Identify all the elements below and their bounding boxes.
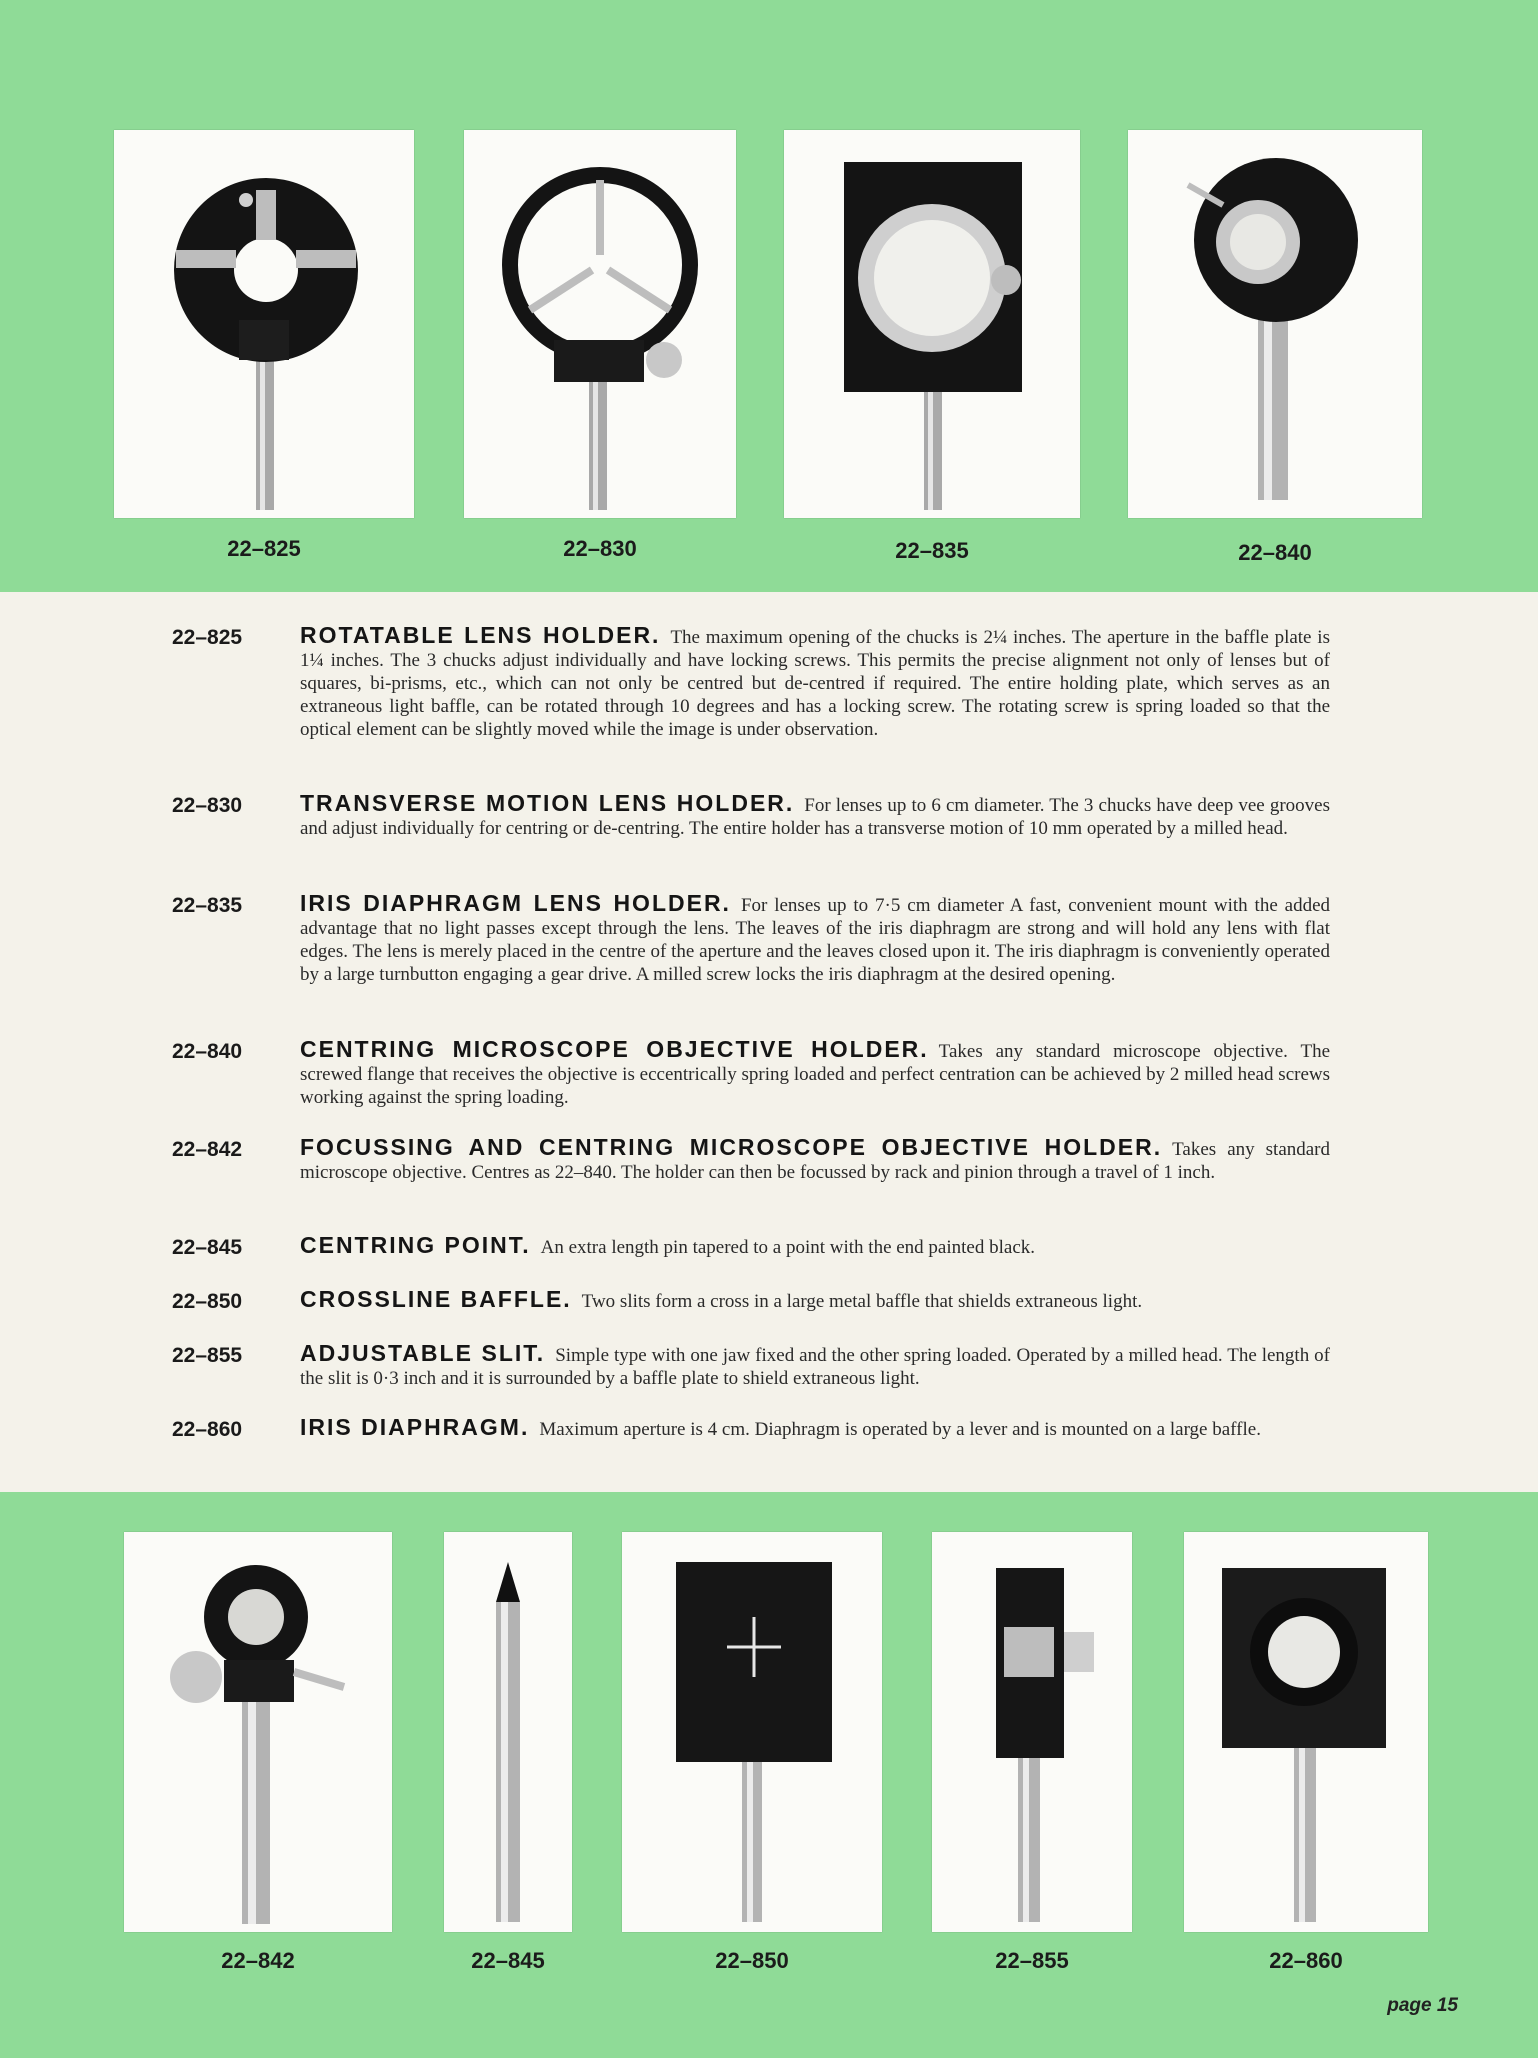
- crossline-baffle-icon: [622, 1532, 882, 1932]
- caption-22-830: 22–830: [563, 536, 637, 561]
- entry-text: [300, 1234, 1330, 1259]
- rotatable-lens-holder-icon: [114, 130, 414, 518]
- caption-22-860: 22–860: [1269, 1948, 1343, 1973]
- caption-22-840: 22–840: [1238, 540, 1312, 565]
- entry-code: 22–840: [172, 1040, 243, 1063]
- transverse-lens-holder-icon: [464, 130, 736, 518]
- entry-text: [300, 892, 1330, 986]
- entry-body: For lenses up to 7·5 cm diameter A fast, convenient mount with the added advantage that no light passes except through the lens. The leaves of the iris diaphragm are strong and will hold any lens with flat edges. The lens is merely placed in the centre of the aperture and the leaves closed upon it. The iris diaphragm is conveniently operated by a large turnbutton engaging a gear drive. A milled screw locks the iris diaphragm at the desired opening.: [300, 895, 1331, 985]
- entry-body: An extra length pin tapered to a point with the end painted black.: [540, 1237, 1036, 1258]
- entry-code: 22–850: [172, 1290, 243, 1313]
- entry-title: ADJUSTABLE SLIT.: [300, 1340, 546, 1366]
- entry-code: 22–855: [172, 1344, 243, 1367]
- photo-22-830: [464, 130, 736, 518]
- entry-title: TRANSVERSE MOTION LENS HOLDER.: [300, 790, 795, 816]
- entry-body: Takes any standard microscope objective. The screwed flange that receives the objective is eccentrically spring loaded and perfect centration can be achieved by 2 milled head screws working against the spring loading.: [300, 1041, 1330, 1108]
- entry-code: 22–825: [172, 626, 243, 649]
- photo-22-825: [114, 130, 414, 518]
- entry-title: IRIS DIAPHRAGM LENS HOLDER.: [300, 890, 731, 916]
- photo-22-850: [622, 1532, 882, 1932]
- caption-22-855: 22–855: [995, 1948, 1069, 1973]
- entry-body: Two slits form a cross in a large metal baffle that shields extraneous light.: [581, 1291, 1143, 1312]
- entry-code: 22–830: [172, 794, 243, 817]
- entry-title: CROSSLINE BAFFLE.: [300, 1286, 572, 1312]
- entry-title: ROTATABLE LENS HOLDER.: [300, 622, 661, 648]
- entry-title: FOCUSSING AND CENTRING MICROSCOPE OBJECTIVE HOLDER.: [300, 1134, 1163, 1160]
- iris-lens-holder-icon: [784, 130, 1080, 518]
- description-panel: [0, 592, 1538, 1492]
- page-number: page 15: [1387, 1995, 1458, 2016]
- caption-22-850: 22–850: [715, 1948, 789, 1973]
- entry-code: 22–845: [172, 1236, 243, 1259]
- entry-body: Simple type with one jaw fixed and the other spring loaded. Operated by a milled head. The length of the slit is 0·3 inch and it is surrounded by a baffle plate to shield extraneous light.: [300, 1345, 1330, 1389]
- entry-text: [300, 1342, 1330, 1390]
- entry-code: 22–835: [172, 894, 243, 917]
- photo-22-835: [784, 130, 1080, 518]
- entry-body: For lenses up to 6 cm diameter. The 3 chucks have deep vee grooves and adjust individually for centring or de-centring. The entire holder has a transverse motion of 10 mm operated by a milled head.: [300, 795, 1330, 839]
- entry-body: Maximum aperture is 4 cm. Diaphragm is operated by a lever and is mounted on a large baffle.: [539, 1419, 1261, 1440]
- focussing-objective-holder-icon: [124, 1532, 392, 1932]
- entry-title: CENTRING POINT.: [300, 1232, 531, 1258]
- caption-22-835: 22–835: [895, 538, 969, 563]
- photo-22-845: [444, 1532, 572, 1932]
- caption-22-842: 22–842: [221, 1948, 295, 1973]
- photo-22-855: [932, 1532, 1132, 1932]
- entry-body: The maximum opening of the chucks is 2¼ inches. The aperture in the baffle plate is 1¼ inches. The 3 chucks adjust individually and have locking screws. This permits the precise alignment not only of lenses but of squares, bi-prisms, etc., which can not only be centred but de-centred if required. The entire holding plate, which serves as an extraneous light baffle, can be rotated through 10 degrees and has a locking screw. The rotating screw is spring loaded so that the optical element can be slightly moved while the image is under observation.: [300, 627, 1330, 740]
- adjustable-slit-icon: [932, 1532, 1132, 1932]
- entry-title: IRIS DIAPHRAGM.: [300, 1414, 530, 1440]
- caption-22-825: 22–825: [227, 536, 301, 561]
- centring-point-icon: [444, 1532, 572, 1932]
- iris-diaphragm-icon: [1184, 1532, 1428, 1932]
- photo-22-860: [1184, 1532, 1428, 1932]
- entry-text: [300, 1416, 1330, 1441]
- entry-code: 22–860: [172, 1418, 243, 1441]
- entry-title: CENTRING MICROSCOPE OBJECTIVE HOLDER.: [300, 1036, 929, 1062]
- photo-22-840: [1128, 130, 1422, 518]
- entry-text: [300, 792, 1330, 840]
- entry-text: [300, 1288, 1330, 1313]
- entry-code: 22–842: [172, 1138, 243, 1161]
- entry-text: [300, 624, 1330, 741]
- entry-text: [300, 1136, 1330, 1184]
- objective-holder-icon: [1128, 130, 1422, 518]
- photo-22-842: [124, 1532, 392, 1932]
- caption-22-845: 22–845: [471, 1948, 545, 1973]
- entry-text: [300, 1038, 1330, 1109]
- entry-body: Takes any standard microscope objective. Centres as 22–840. The holder can then be focussed by rack and pinion through a travel of 1 inch.: [300, 1139, 1331, 1183]
